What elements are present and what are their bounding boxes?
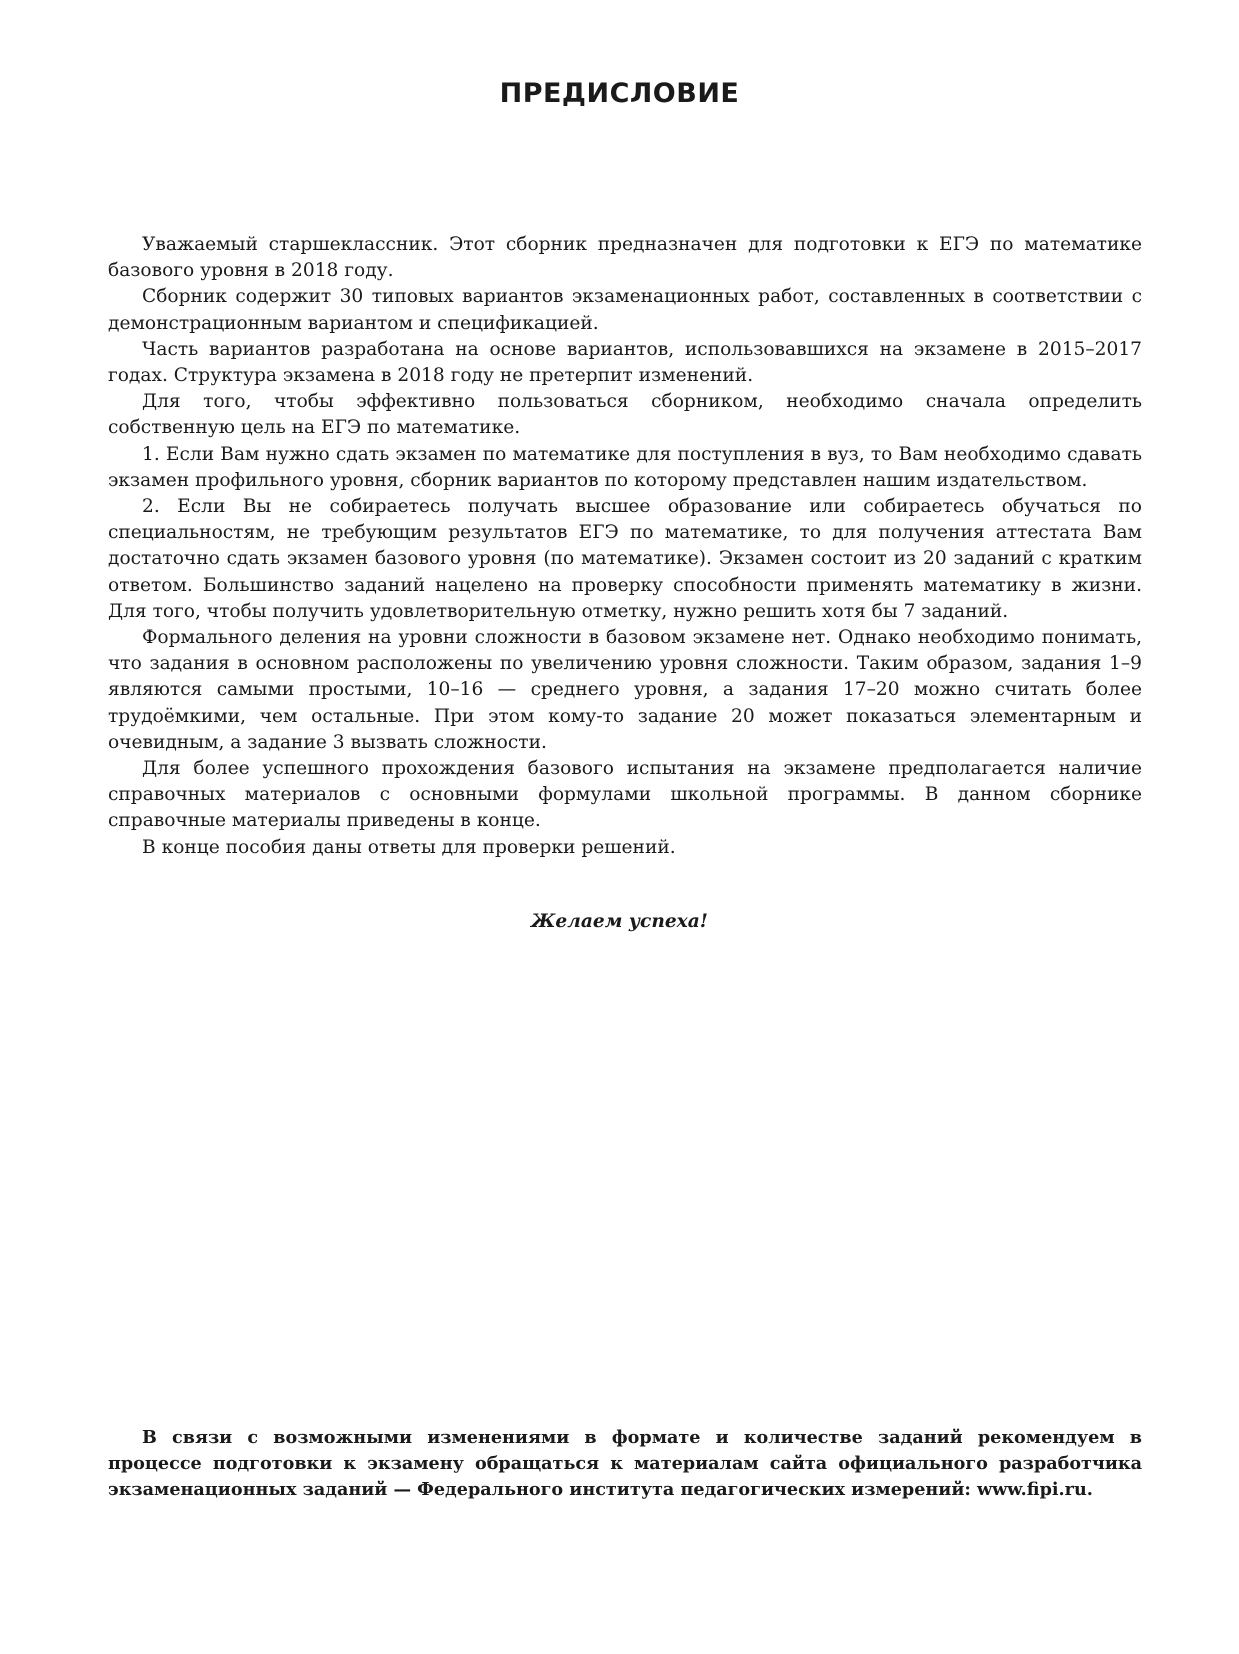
paragraph-answers: В конце пособия даны ответы для проверки решений.: [142, 836, 676, 858]
paragraph-goal: Для того, чтобы эффективно пользоваться сборником, необходимо сначала определить собственную цель на ЕГЭ по математике.: [108, 391, 1142, 439]
paragraph-greeting: Уважаемый старшеклассник. Этот сборник предназначен для подготовки к ЕГЭ по математике базового уровня в 2018 году.: [108, 234, 1142, 282]
paragraph-option-1: 1. Если Вам нужно сдать экзамен по математике для поступления в вуз, то Вам необходимо сдавать экзамен профильного уровня, сборник вариантов по которому представлен нашим издательством.: [108, 443, 1142, 491]
paragraph-reference-materials: Для более успешного прохождения базового испытания на экзамене предполагается наличие справочных материалов с основными формулами школьной программы. В данном сборнике справочные материалы приведены в конце.: [108, 758, 1142, 832]
paragraph-option-2: 2. Если Вы не собираетесь получать высшее образование или собираетесь обучаться по специальностям, не требующим результатов ЕГЭ по математике, то для получения аттестата Вам достаточно сдать экзамен базового уровня (по математике). Экзамен состоит из 20 заданий с кратким ответом. Большинство заданий нацелено на проверку способности применять математику в жизни. Для того, чтобы получить удовлетворительную отметку, нужно решить хотя бы 7 заданий.: [108, 496, 1142, 622]
fipi-notice: В связи с возможными изменениями в формате и количестве заданий рекомендуем в процессе подготовки к экзамену обращаться к материалам сайта официального разработчика экзаменационных заданий — Федерального института педагогических измерений: www.fipi.ru.: [108, 1427, 1142, 1501]
paragraph-variants-origin: Часть вариантов разработана на основе вариантов, использовавшихся на экзамене в 2015–2017 годах. Структура экзамена в 2018 году не претерпит изменений.: [108, 338, 1142, 387]
paragraph-difficulty: Формального деления на уровни сложности в базовом экзамене нет. Однако необходимо понимать, что задания в основном расположены по увеличению уровня сложности. Таким образом, задания 1–9 являются самыми простыми, 10–16 — среднего уровня, а задания 17–20 можно считать более трудоёмкими, чем остальные. При этом кому-то задание 20 может показаться элементарным и очевидным, а задание 3 вызвать сложности.: [108, 627, 1142, 753]
paragraph-contents: Сборник содержит 30 типовых вариантов экзаменационных работ, составленных в соответствии с демонстрационным вариантом и спецификацией.: [108, 286, 1142, 334]
page-title: ПРЕДИСЛОВИЕ: [499, 78, 740, 109]
closing-wish: Желаем успеха!: [531, 911, 708, 932]
preface-body: [108, 232, 1142, 861]
